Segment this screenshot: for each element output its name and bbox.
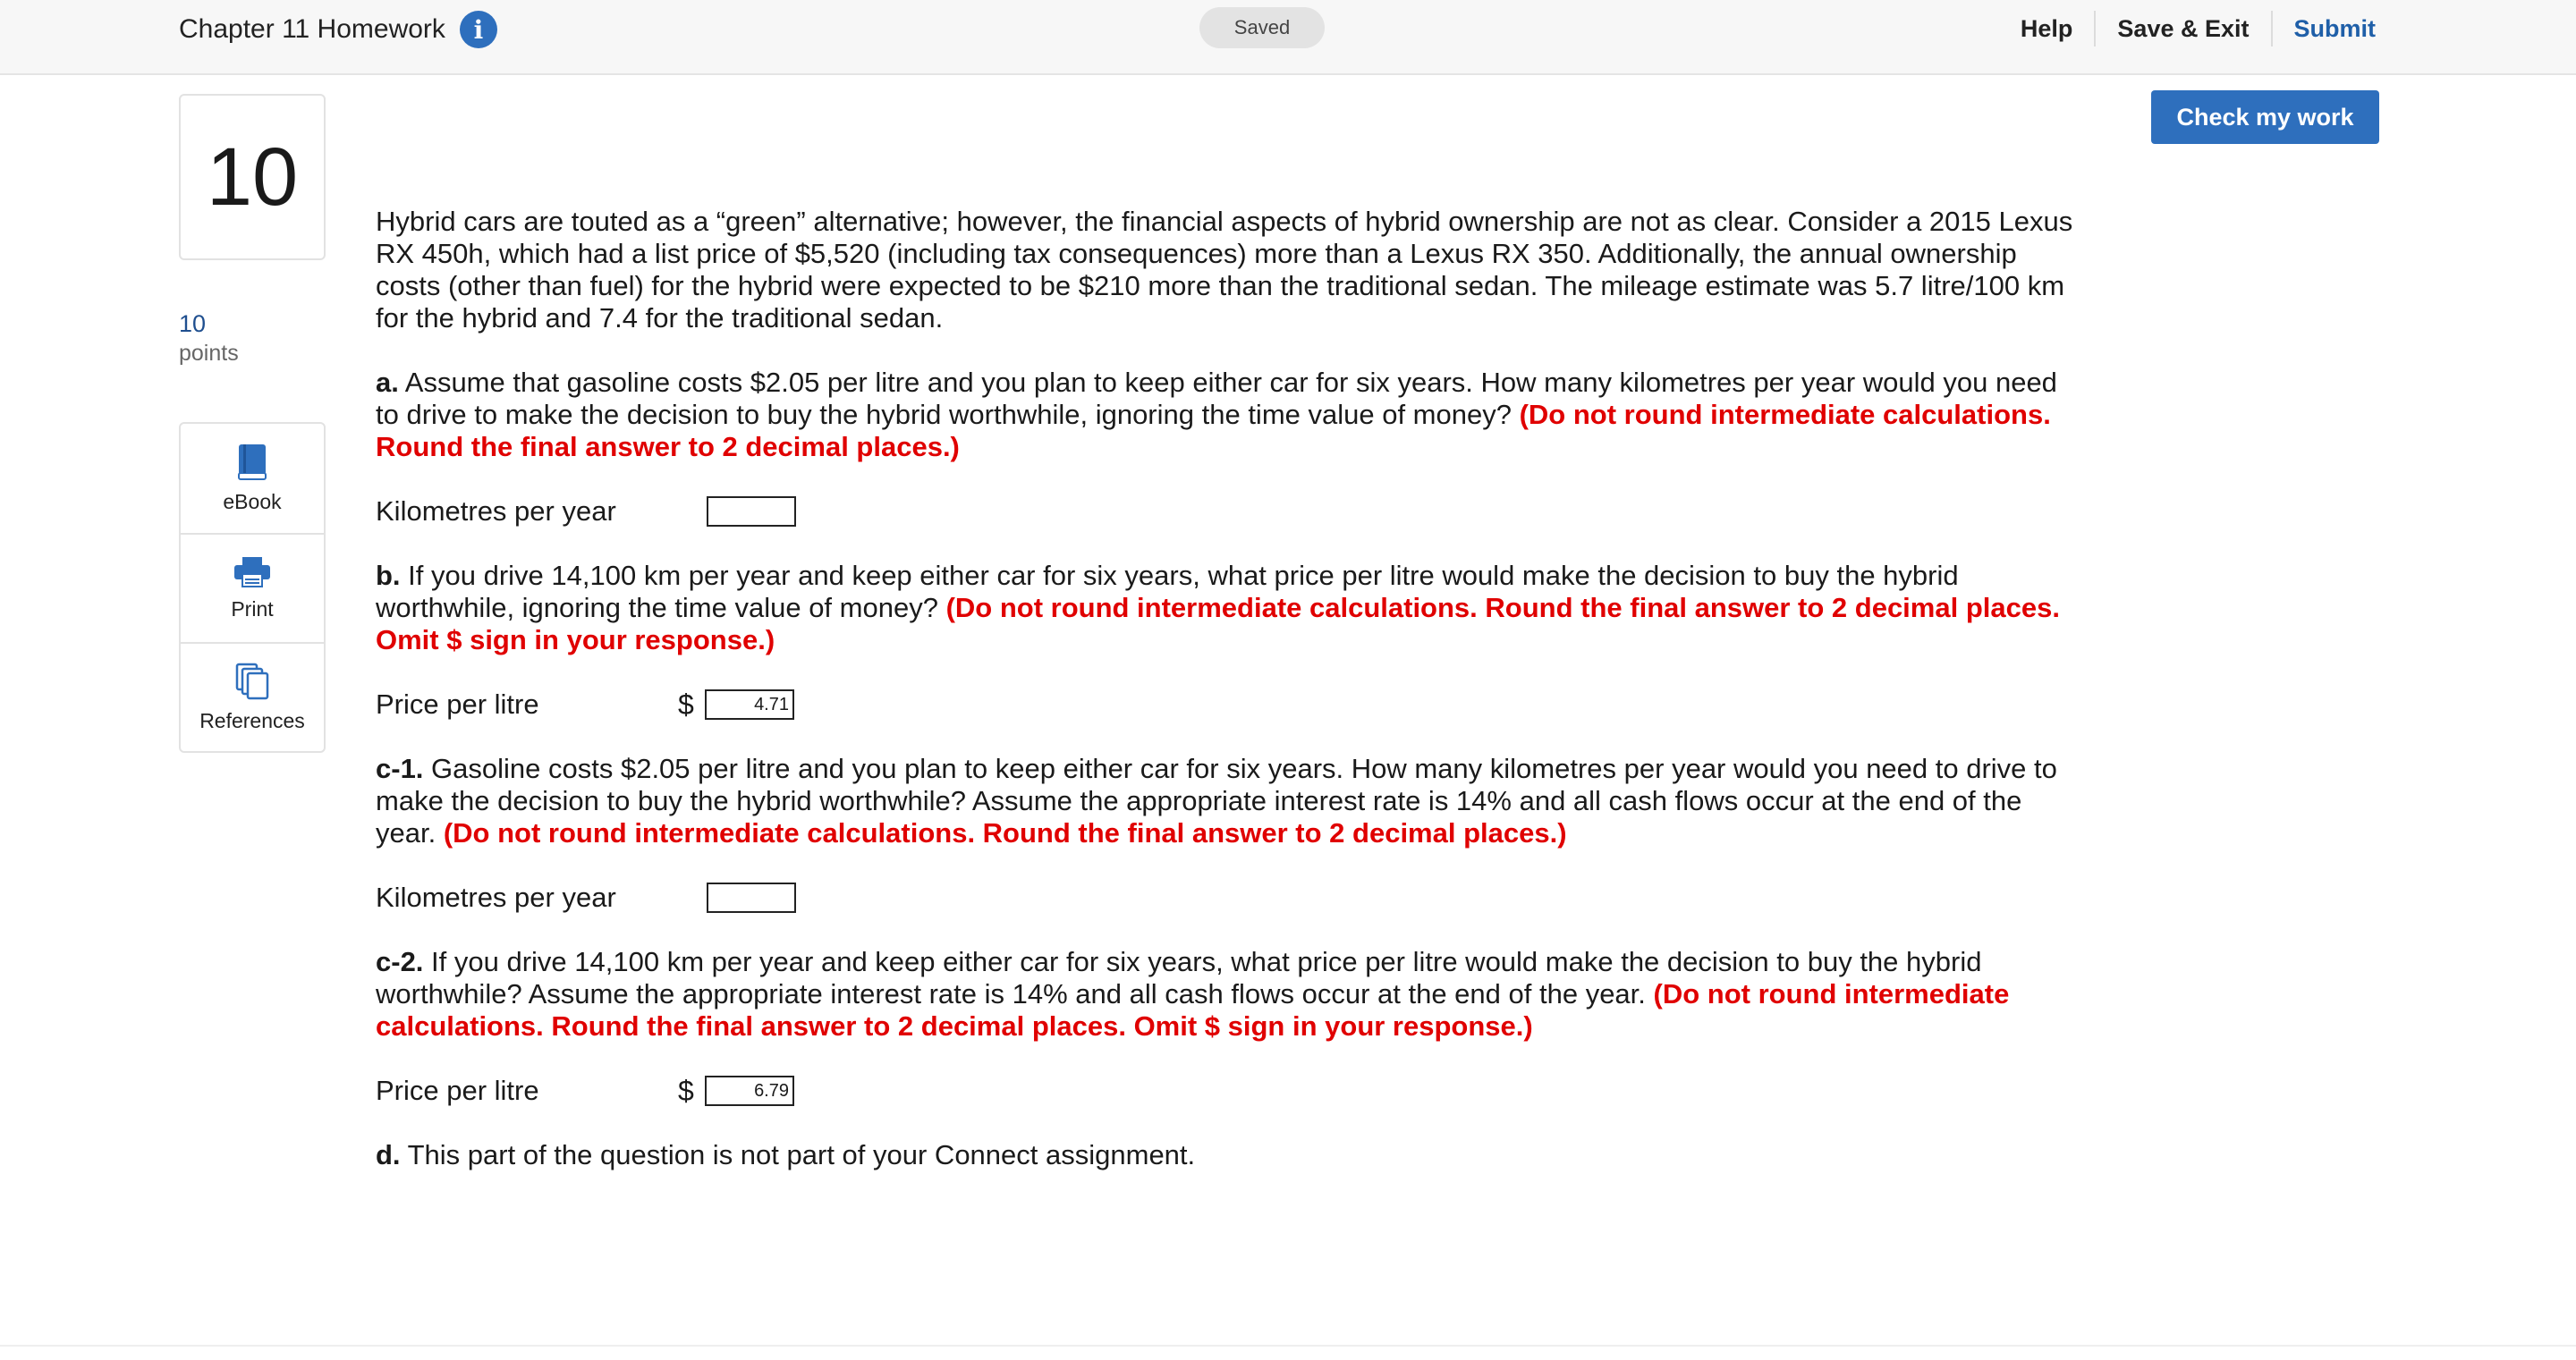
points-value: 10 xyxy=(179,310,207,337)
references-label: References xyxy=(199,708,305,732)
print-button[interactable] xyxy=(181,533,324,642)
part-a-answer-label: Kilometres per year xyxy=(376,495,616,527)
documents-icon xyxy=(235,663,269,700)
part-b-answer-row xyxy=(376,688,2075,721)
part-c2-answer-row xyxy=(376,1075,2075,1107)
part-b-currency: $ xyxy=(678,688,694,721)
part-b-answer-label: Price per litre xyxy=(376,688,539,720)
references-button[interactable] xyxy=(181,642,324,751)
price-per-litre-input-c2[interactable]: 6.79 xyxy=(705,1076,794,1106)
part-c1-answer-row xyxy=(376,882,2075,914)
part-c1-instruction: (Do not round intermediate calculations. Round the final answer to 2 decimal places.) xyxy=(443,817,1567,849)
check-my-work-button[interactable]: Check my work xyxy=(2151,90,2379,144)
header-actions xyxy=(1999,0,2376,57)
save-exit-link[interactable]: Save & Exit xyxy=(2094,11,2270,46)
print-label: Print xyxy=(231,596,274,621)
part-c2-prompt xyxy=(376,946,2075,1043)
kilometres-per-year-input-c1[interactable] xyxy=(707,883,796,913)
part-c2-currency: $ xyxy=(678,1075,694,1107)
assignment-title: Chapter 11 Homework xyxy=(179,14,445,44)
ebook-button[interactable] xyxy=(181,424,324,533)
part-c2-text: If you drive 14,100 km per year and keep either car for six years, what price per litre would make the decision to buy the hybrid worthwhile? Assume the appropriate interest rate is 14% and all cash flows occur at the end of the year. xyxy=(376,946,1982,1009)
question-number: 10 xyxy=(179,94,326,260)
part-b-tag: b. xyxy=(376,560,401,591)
help-link[interactable]: Help xyxy=(2020,14,2073,42)
part-c2-tag: c-2. xyxy=(376,946,424,977)
part-a-text: Assume that gasoline costs $2.05 per litre and you plan to keep either car for six years. How many kilometres per year would you need to drive to make the decision to buy the hybrid worthwhile, ignoring the time value of money? xyxy=(376,367,2057,430)
part-c1-text: Gasoline costs $2.05 per litre and you plan to keep either car for six years. How many kilometres per year would you need to drive to make the decision to buy the hybrid worthwhile? Assume the appropriate interest rate is 14% and all cash flows occur at the end of the year. xyxy=(376,753,2057,849)
submit-link[interactable]: Submit xyxy=(2271,11,2377,46)
question-content xyxy=(376,206,2075,1204)
part-d-prompt xyxy=(376,1139,2075,1171)
top-bar xyxy=(0,0,2576,75)
info-icon[interactable]: i xyxy=(460,11,497,48)
part-d-tag: d. xyxy=(376,1139,401,1170)
part-b-text: If you drive 14,100 km per year and keep either car for six years, what price per litre would make the decision to buy the hybrid worthwhile, ignoring the time value of money? xyxy=(376,560,1959,623)
part-b-instruction: (Do not round intermediate calculations. Round the final answer to 2 decimal places. Omit $ sign in your response.) xyxy=(376,592,2060,655)
part-c2-answer-label: Price per litre xyxy=(376,1075,539,1106)
part-c2-instruction: (Do not round intermediate calculations. Round the final answer to 2 decimal places. Omit $ sign in your response.) xyxy=(376,978,2010,1042)
part-a-tag: a. xyxy=(376,367,399,398)
part-a-prompt xyxy=(376,367,2075,463)
footer-divider xyxy=(0,1345,2576,1347)
part-b-prompt xyxy=(376,560,2075,656)
book-icon xyxy=(236,443,268,481)
part-c1-answer-label: Kilometres per year xyxy=(376,882,616,913)
part-a-instruction: (Do not round intermediate calculations. Round the final answer to 2 decimal places.) xyxy=(376,399,2051,462)
question-intro: Hybrid cars are touted as a “green” alternative; however, the financial aspects of hybrid ownership are not as clear. Consider a 2015 Lexus RX 450h, which had a list price of $5,520 (including tax consequences) more than a Lexus RX 350. Additionally, the annual ownership costs (other than fuel) for the hybrid were expected to be $210 more than the traditional sedan. The mileage estimate was 5.7 litre/100 km for the hybrid and 7.4 for the traditional sedan. xyxy=(376,206,2073,334)
part-c1-prompt xyxy=(376,753,2075,849)
tools-panel xyxy=(179,422,326,753)
ebook-label: eBook xyxy=(223,489,282,513)
points-label: points xyxy=(179,341,239,366)
assignment-title-area xyxy=(179,11,497,48)
saved-status-badge: Saved xyxy=(1199,7,1325,48)
part-c1-tag: c-1. xyxy=(376,753,424,784)
part-a-answer-row xyxy=(376,495,2075,528)
kilometres-per-year-input-a[interactable] xyxy=(707,496,796,527)
part-d-text: This part of the question is not part of your Connect assignment. xyxy=(400,1139,1196,1170)
price-per-litre-input-b[interactable]: 4.71 xyxy=(705,689,794,720)
printer-icon xyxy=(233,556,272,588)
